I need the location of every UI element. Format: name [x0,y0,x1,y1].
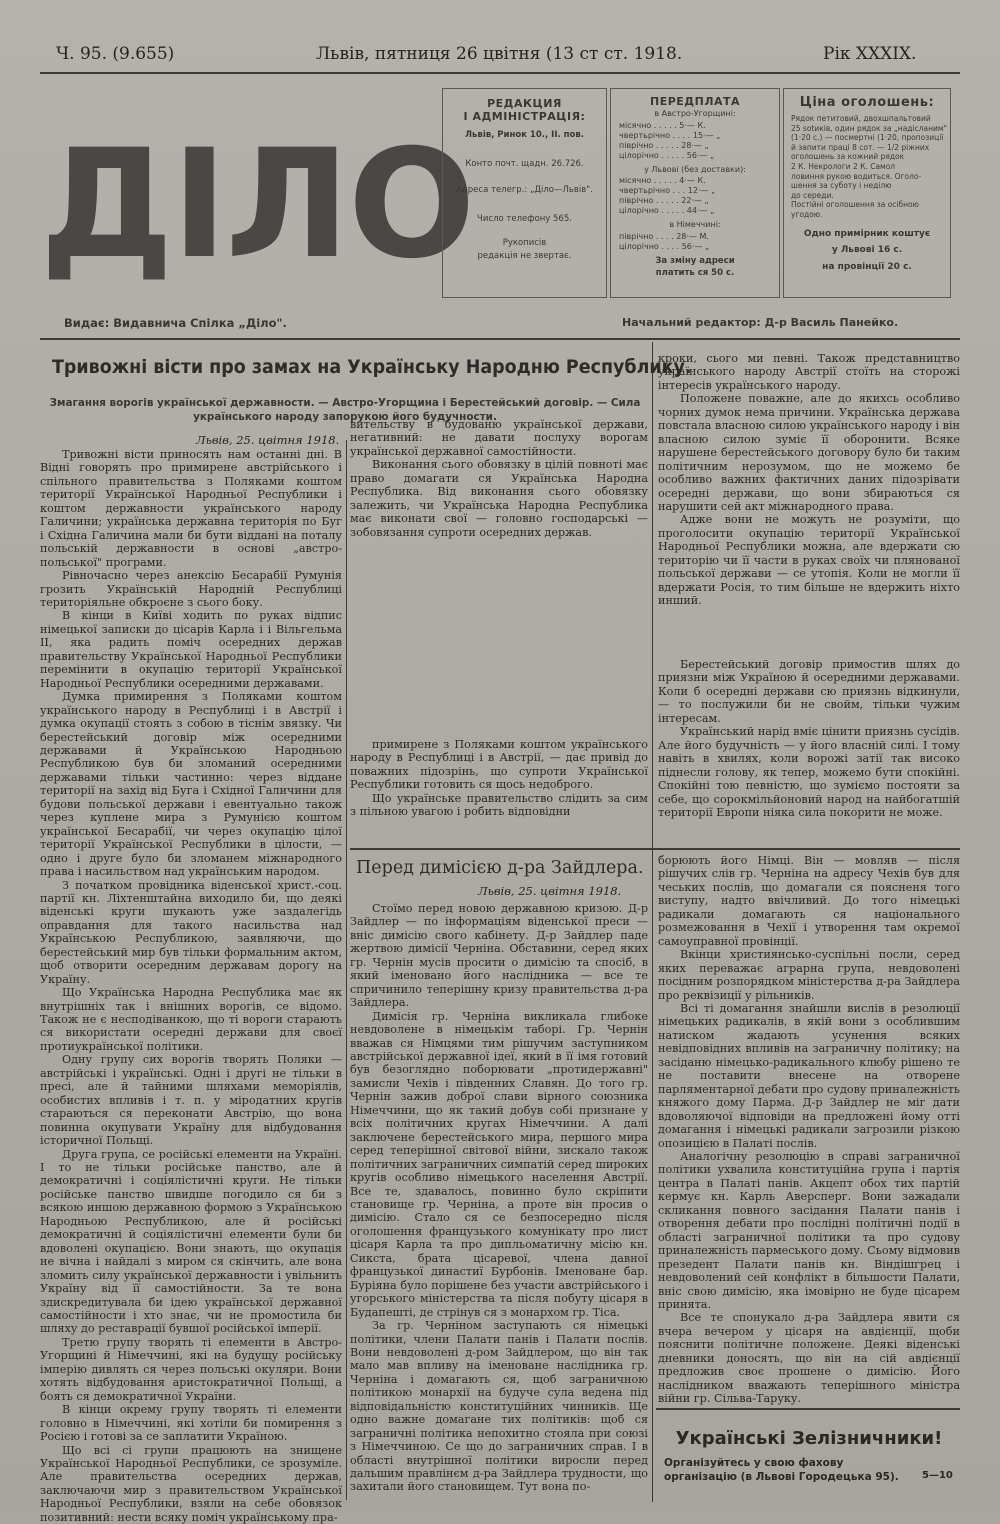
paragraph: Що українське правительство слідить за сим з пільною увагою і робить відповідни [350,791,648,819]
ad-prices-line: угодою. [791,209,823,219]
section-rule [350,848,960,850]
editorial-heading: РЕДАКЦИЯ [487,97,562,110]
publisher-line: Видає: Видавнича Спілка „Діло". [64,316,287,330]
subscription-germany-label: в Німеччині: [669,220,721,229]
subscription-change-2: платить ся 50 с. [655,268,735,278]
paragraph: Димісія гр. Черніна викликала глибоке невдоволене в німецькім таборі. Гр. Чернін вважав ся Німцями тим рішучим заступником австрійської державної ідеї, який в її імя готовий був безоглядно поборювати „протидержавні" замисли Чехів і південних Славян. До того гр. Чернін зажив доброї слави вірного союзника Німеччини, що як такий добув собі признане у всіх політичних кругах Німеччини. А далі заключене берестейського мира, першого мира серед теперішної світової війни, зискало також політичних заграничних симпатій серед широких кругів особливо німецького населення Австрії. Все те, здавалось, повинно було скріпити становище гр. Черніна, а проте він просив о димісію. Стало ся се безпосередно після оголошення французького комунікату про лист цісаря Карла та про дипльоматичну місію кн. Сикста, брата цісаревої, члена давної французької династиї Бурбонів. Іменоване бар. Буріяна було порішене без участи австрійського і угорського міністерства та після побуту цісаря в Будапешті, де стрінув ся з монархом гр. Тіса. [350,1009,648,1319]
article2-column-3 [658,854,960,1406]
article2-column-2 [350,902,648,1498]
editor-line: Начальний редактор: Д-р Василь Панейко. [622,316,899,329]
ad-prices-line: шення за суботу і неділю [791,181,892,191]
advert-rule [656,1408,960,1410]
article1-column-3b [658,658,960,834]
paragraph: Що всі сі групи працюють на знищене Української Народньої Республики, се зрозуміле. Але правительства осередних держав, заключаючи мир з правительством Української Народньої Республики, взяли на себе обовязок позитивний: нести всяку поміч українському пра- [40,1443,342,1524]
editorial-telegram: Адреса телегр.: „Діло—Львів". [456,185,593,195]
subscription-row: піврічно . . . . 28·— М. [619,231,709,241]
subscription-austria-label: в Австро-Угорщині: [654,109,736,118]
editorial-heading-2: І АДМІНІСТРАЦІЯ: [463,110,586,123]
ad-prices-heading: Ціна оголошень: [799,95,935,110]
subscription-row: цілорічно . . . . . 56·— „ [619,150,715,160]
subscription-row: чвертьрічно . . . 12·— „ [619,186,716,195]
paragraph: В кінци в Київі ходить по руках відпис німецької записки до цісарів Карла і і Вільгельма II, яка радить поміч осередних держав правительству Української Народньої Республики перемінити в окупацію території Української Народньої Республики осередними державами. [40,609,342,690]
paragraph: Все те спонукало д-ра Зайдлера явити ся вчера вечером у цісаря на авдієнції, щоби пояснити політичне положене. Деякі віденські дневники доносять, що він на сій авдієнції предложив своє прошене о димісію. Його наслідником вважають теперішного міністра війни гр. Сільва-Таруку. [658,1311,960,1406]
article2-dateline: Львів, 25. цвітня 1918. [478,884,622,898]
paragraph: Що Українська Народна Республика має як внутрішніх так і внішних ворогів, се відомо. Також не є несподіванкою, що ті вороги старають ся використати осередні держави для своєї протиукраїнської політики. [40,986,342,1053]
ad-prices-line: оголошень за кожний рядок [791,152,905,162]
subscription-row: місячно . . . . . 4·— К. [619,176,706,185]
paragraph: Аналогічну резолюцію в справі заграничної політики ухвалила конституційна група і партія центра в Палаті панів. Акцепт обох тих партій кермує кн. Карль Аверсперг. Вони зажадали скликання повного засідання Палати панів і отворення дебати про послідні політичні події в області заграничної політики та про судову приналежність пармеського дому. Сьому відмовив презедент Палати панів кн. Віндішгрец і невдоволений сей конфлікт в більшости Палати, вніс свою димісію, яка імовірно не буде цісарем принята. [658,1149,960,1311]
issue-number: Ч. 95. (9.655) [56,44,175,64]
article1-column-3 [658,352,960,642]
paragraph: Стоїмо перед новою державною кризою. Д-р Зайдлер — по інформаціям віденської преси — вніс димісію свого кабінету. Д-р Зайдлер паде жертвою димісії Черніна. Обставини, серед яких гр. Чернін мусів просити о димісію та спосіб, в який іменовано його наслідника — все те спричинило теперішну кризу правительства д-ра Зайдлера. [350,902,648,1010]
paragraph: В кінци окрему групу творять ті елементи головно в Німеччині, які хотіли би помирення з Росією і готові за се заплатити Україною. [40,1403,342,1444]
ad-prices-line: 25 sotиків, один рядок за „надісланим" [791,123,947,133]
subscription-row: цілорічно . . . . 56·— „ [619,241,710,251]
ad-prices-line: й запити праці 8 сот. — 1/2 ріжних [791,142,930,152]
subscription-row: піврічно . . . . . 28·— „ [619,140,709,150]
advert-text: Організуйтесь у свою фахову організацію (в Львові Городецька 95). [664,1457,899,1483]
article1-column-1 [40,448,342,1524]
paragraph: Український нарід вміє цінити приязнь сусідів. Але його будучність — у його власній силі. І тому навіть в хвилях, коли ворожі затії так високо піднесли голову, як тепер, можемо бути спокійні. Спокійні тою певністю, що зуміємо постояти за себе, що сорокмільйоновий народ на найбогатшій території Европи ніяка сила покорити не може. [658,725,960,819]
editorial-phone: Число телефону 565. [477,213,572,224]
paragraph: Вкінци християнсько-суспільні посли, серед яких переважає аграрна група, невдоволені посідним розпорядком міністерства д-ра Зайдлера про реквізиції у рільників. [658,948,960,1002]
ad-prices-line: (1·20 с.) — посмертні (1·20, пропозиції [791,133,944,143]
article1-column-2b [350,738,648,842]
article1-subtitle: Змагання ворогів української державности. — Австро-Угорщина і Берестейський договір. — Сила українського народу запорукою його будучности. [49,397,641,423]
copy-price-lviv: у Львові 16 с. [831,245,903,256]
subscription-row: чвертьрічно . . . . 15·— „ [619,130,721,140]
subscription-row: цілорічно . . . . . 44·— „ [619,206,715,215]
paragraph: борюють його Німці. Він — мовляв — після рішучих слів гр. Черніна на адресу Чехів був для чеських послів, що домагали ся поясненя того виступу, надто ввічливий. До того німецькі радикали домагають ся національного розмежовання в Чехії і утворення там окремої самоуправної провінції. [658,854,960,948]
article1-column-2 [350,418,648,578]
paragraph: вительству в будованю української держави, негативний: не давати послуху ворогам української державної самостійности. [350,418,648,458]
ad-prices-line: Постійні оголошення за осібною [791,200,919,210]
editorial-box [442,88,607,298]
paragraph: Друга група, се російські елементи на Україні. І то не тільки російське панство, але й демократичні і соціялістичні круги. Не тільки російське панство швидше погодило ся би з всякою иншою державною формою з Українською Народньою Республикою, але й російські демократичні й соціялістичні елементи були би вдоволені окупацією. Вони знають, що окупація не вічна і найдалі з миром ся скінчить, але вона зломить силу української державности і увільнить Україну від її самостійности. За те вона здискредитувала би ідею української державної самостійности і хто знає, чи не промостила би шляху до реставрації бувшої російської імперії. [40,1147,342,1336]
subscription-box [610,88,780,298]
year-number: Рік XXXIX. [823,44,917,64]
article1-dateline: Львів, 25. цвітня 1918. [196,433,340,447]
paragraph: примирене з Поляками коштом українського народу в Республиці і в Австрії, — дає привід до поважних підозрінь, що супроти Української Республики готовить ся щось недоброго. [350,738,648,792]
place-date: Львів, пятниця 26 цвітня (13 ст ст. 1918. [316,44,683,64]
masthead-rule [40,72,960,74]
paragraph: кроки, сього ми певні. Також представництво українського народу Австрії стоїть на сторожі інтересів українського народу. [658,352,960,392]
advert-headline: Українські Зелізничники! [675,1428,943,1449]
paragraph: Одну групу сих ворогів творять Поляки — австрійські і українські. Одні і другі не тільки в пресі, але й тайними шляхами меморіялів, особистих впливів і т. п. у міродатних кругів стараються ся переконати Австрію, що вона повинна окупувати Україну для відбудовання історичної Польщі. [40,1053,342,1148]
paragraph: Рівночасно через анексію Бесарабії Румунія грозить Українській Народній Республиці територіяльне обкроєне з сього боку. [40,569,342,609]
subscription-row: піврічно . . . . . 22·— „ [619,196,709,205]
editorial-account: Конто почт. щадн. 26.726. [465,158,584,169]
ad-prices-line: Рядок петитовий, двохшпальтовий [791,114,931,123]
newspaper-logo: ДІЛО [40,118,474,292]
column-rule [346,440,347,1500]
subscription-row: місячно . . . . . 5·— К. [619,120,706,130]
subscription-lviv-label: у Львові (без доставки): [644,164,746,174]
paragraph: Третю групу творять ті елементи в Австро-Угорщині й Німеччині, які на будущу російську імперію дивлять ся через польські окуляри. Вони хотять відбудовання аристократичної Польщі, а боять ся демократичної України. [40,1335,342,1403]
subscription-change: За зміну адреси [655,255,735,266]
ad-prices-box [783,88,951,298]
paragraph: За гр. Черніном заступають ся німецькі політики, члени Палати панів і Палати послів. Вони невдоволені д-ром Зайдлером, що він так мало мав впливу на іменоване наслідника гр. Черніна і домагають ся, щоб заграничною політикою монархії на будуче сула ведена під відповідальністю конституційних чинників. Ще одно важне домагане тих політиків: щоб ся заграничні політика непохитно стояла при союзі з Німеччиною. Се що до заграничних справ. І в області внутрішної політики виросли перед дальшим правлінєм д-ра Зайдлера трудности, що захитали його становищем. Тут вона по- [350,1319,648,1494]
ad-prices-line: до середи. [791,190,834,200]
paragraph: Тривожні вісти приносять нам останні дні. В Відні говорять про примирене австрійського і спільного правительства з Поляками коштом території Української Народньої Республики і коштом державности українського народу Галичини; українська державна територія по Буг і Східна Галичина мали би бути віддані на поталу польській державности в основі „австро-польської" програми. [40,448,342,569]
paragraph: Берестейський договір примостив шлях до приязни між Україною й осередними державами. Коли б осередні держави сю приязнь відкинули, — то послужили би не свойм, тільки чужим інтересам. [658,658,960,725]
article2-headline: Перед димісією д-ра Зайдлера. [356,858,644,878]
header-rule [40,338,960,340]
copy-price: Одно примірник коштує [803,228,931,239]
editorial-address: Львів, Ринок 10., II. пов. [465,130,584,140]
editorial-manuscripts: Рукописів [502,238,547,248]
paragraph: Думка примирення з Поляками коштом українського народу в Республиці і в Австрії і думка окупації стоять з собою в тіснім звязку. Чи берестейський договір між осередними державами й Українською Народньою Республикою був би зломаний осередними державами тільки частинно: через віддане території на захід від Буга і Східної Галичини для будови польської держави і евентуально також через куплене мира з Румунією коштом української Бесарабії, чи через окупацію цілої території Української Республики в цілости, — одно і друге було би зломанем міжнародного права і насильством над українським народом. [40,690,342,879]
ad-prices-line: ловиння рукою водиться. Оголо- [791,171,922,181]
advert-code: 5—10 [922,1470,953,1481]
paragraph: Всі ті домагання знайшли вислів в резолюції німецьких радикалів, в якій вони з особлившим натиском жадають усунення всяких невідповідних впливів на заграничну політику; на засіданю німецько-радикального клюбу рішено те не поставити внесене на отворене парляментарної дебати про судову приналежність княжого дому Парма. Д-р Зайдлер не міг дати вдоволяючої відповіди на предложені йому отті домагання і німецькі радикали загрозили різкою опозицією в Палаті послів. [658,1001,960,1150]
paragraph: Виконання сього обовязку в цілій повноті має право домагати ся Українська Народна Республика. Від виконання сього обовязку залежить, чи Українська Народна Республика має виконати свої — головно господарські — зобовязання супроти осередних держав. [350,458,648,539]
subscription-heading: ПЕРЕДПЛАТА [650,95,740,108]
paragraph: Положене поважне, але до якихсь особливо чорних думок нема причини. Українська держава повстала власною силою українського народу і він власною силою зуміє її оборонити. Всяке нарушене берестейського договору було би таким політичним нерозумом, що не можемо бе особливо важних фактичних даних підозрівати осередні держави, що вони збираються ся нарушити сей акт міжнародного права. [658,392,960,513]
paragraph: З початком провідника віденської христ.-соц. партії кн. Ліхтенштайна виходило би, що деякі віденські круги шукають уже заздалегідь оправдання для такого насильства над Українською Республикою, заявляючи, що берестейський мир був тільки формальним актом, щоб отворити осередним державам дорогу на Україну. [40,878,342,986]
paragraph: Адже вони не можуть не розуміти, що проголосити окупацію території Української Народньої Республики можна, але вдержати сю територію чи її части в руках своїх чи плянованої польської держави — се утопія. Коли не могли її вдержати Росія, то тим більше не вдержить ніхто инший. [658,513,960,608]
copy-price-province: на провінції 20 с. [822,261,912,272]
article1-headline: Тривожні вісти про замах на Українську Народню Республику. [52,356,692,378]
column-rule [652,342,653,1502]
editorial-manuscripts-2: редакція не звертає. [477,250,572,261]
ad-prices-line: 2 К. Некрологи 2 К. Самол [791,161,896,171]
